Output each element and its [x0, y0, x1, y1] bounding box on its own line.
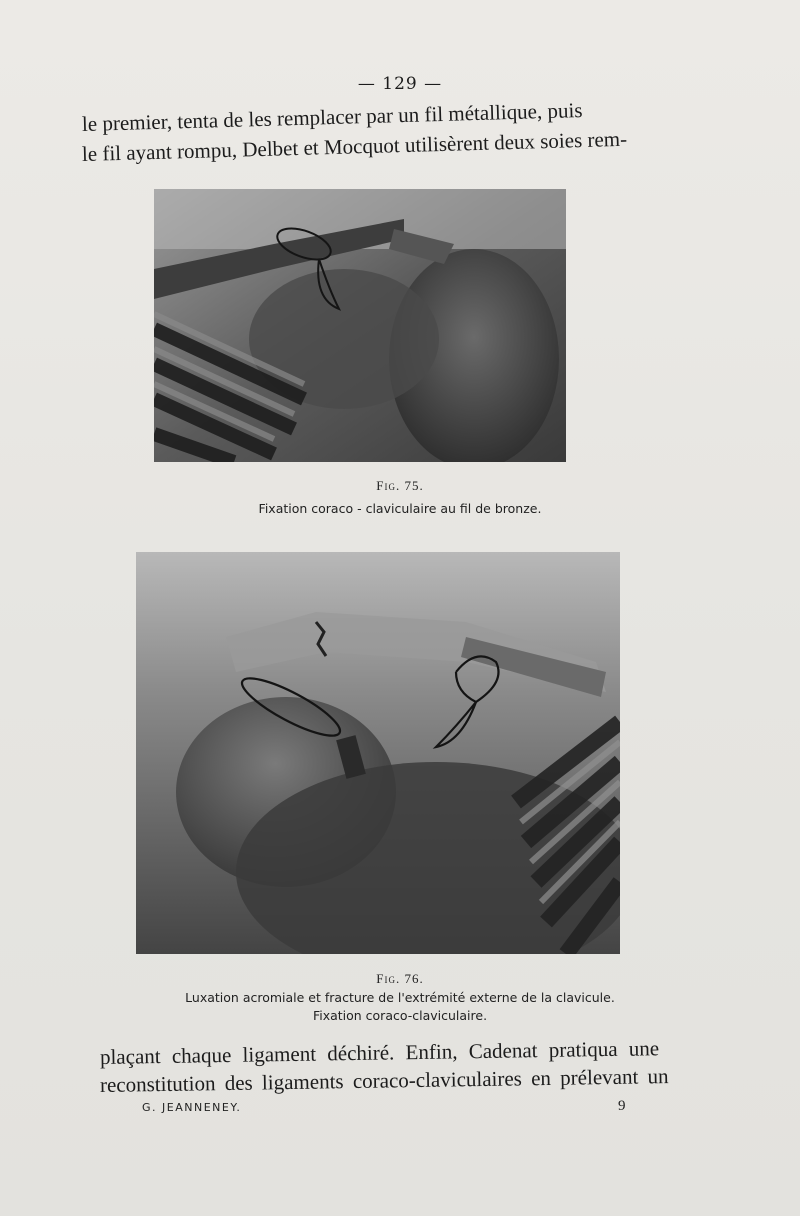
- signature-mark: G. JEANNENEY.: [142, 1101, 242, 1114]
- figure-76-caption-line: Fixation coraco-claviculaire.: [312, 1008, 488, 1023]
- figure-76-label: Fig. 76.: [376, 971, 424, 986]
- x-ray-image: [154, 189, 566, 462]
- body-text-line: le fil ayant rompu, Delbet et Mocquot utilisèrent deux soies rem-: [81, 126, 628, 166]
- figure-75-label: Fig. 75.: [376, 478, 424, 493]
- sheet-number: 9: [618, 1098, 626, 1114]
- body-text-line: le premier, tenta de les remplacer par un fil métallique, puis: [81, 98, 583, 136]
- x-ray-image: [136, 552, 620, 954]
- figure-75-caption: Fixation coraco - claviculaire au fil de bronze.: [258, 501, 542, 516]
- page-number: — 129 —: [357, 74, 443, 94]
- body-text-line: reconstitution des ligaments coraco-claviculaires en prélevant un: [99, 1064, 669, 1097]
- figure-76-radiograph: [136, 552, 620, 954]
- figure-75-radiograph: [154, 189, 566, 462]
- body-text-line: plaçant chaque ligament déchiré. Enfin, Cadenat pratiqua une: [99, 1036, 660, 1069]
- figure-76-caption-line: Luxation acromiale et fracture de l'extrémité externe de la clavicule.: [185, 990, 615, 1005]
